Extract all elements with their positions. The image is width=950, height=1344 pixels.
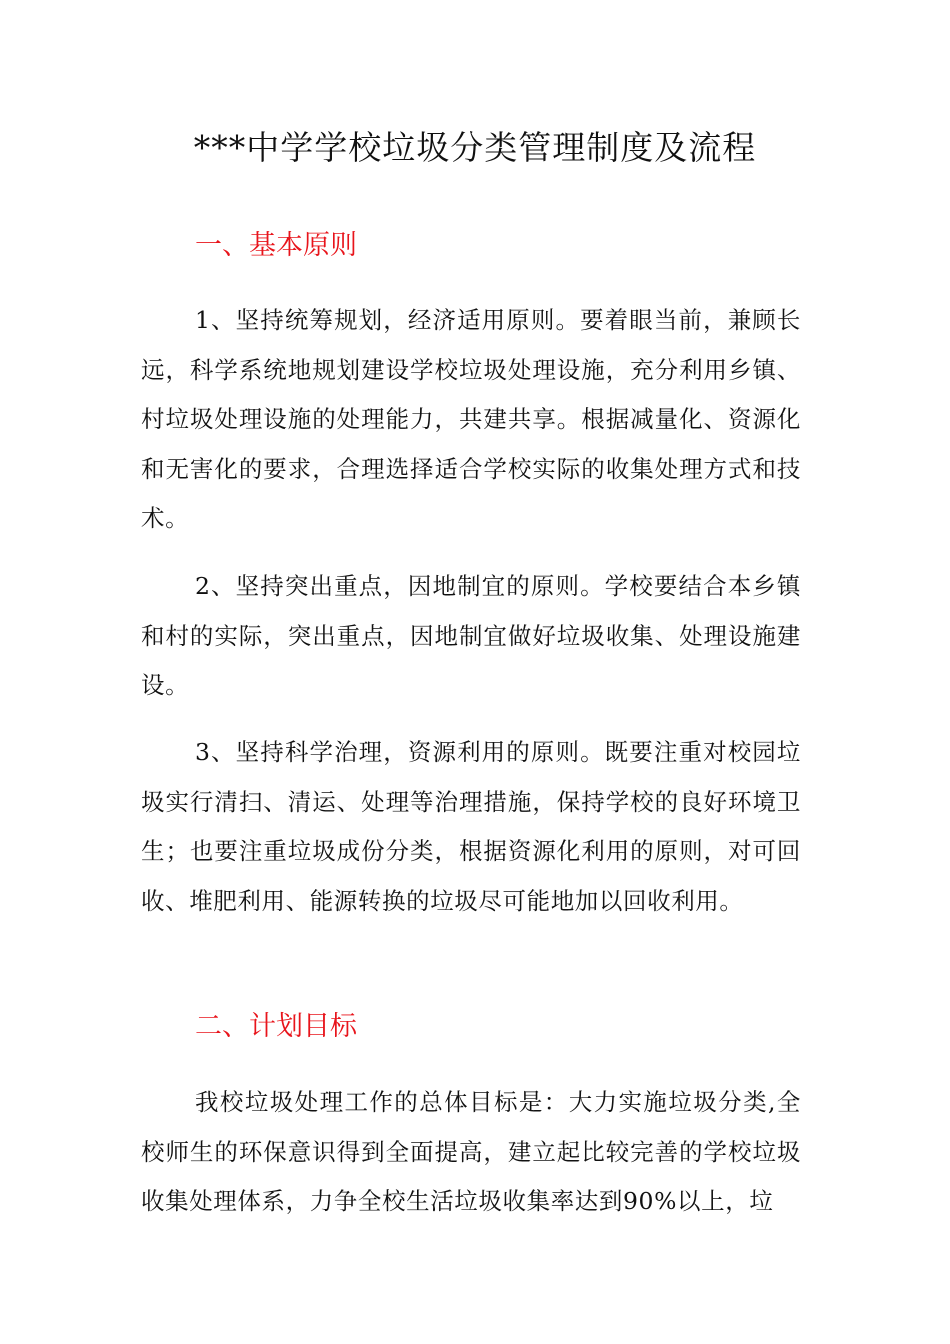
section-heading-goals: 二、计划目标 (195, 1011, 357, 1042)
paragraph-principle-3: 3、坚持科学治理，资源利用的原则。既要注重对校园垃圾实行清扫、清运、处理等治理措施，保持学校的良好环境卫生；也要注重垃圾成份分类，根据资源化利用的原则，对可回收、堆肥利用、能源转换的垃圾尽可能地加以回收利用。 (141, 738, 801, 915)
document-title: ***中学学校垃圾分类管理制度及流程 (193, 128, 757, 167)
section-heading-principles: 一、基本原则 (195, 230, 357, 261)
paragraph-principle-2: 2、坚持突出重点，因地制宜的原则。学校要结合本乡镇和村的实际，突出重点，因地制宜做好垃圾收集、处理设施建设。 (141, 572, 801, 699)
paragraph-principle-1: 1、坚持统筹规划，经济适用原则。要着眼当前，兼顾长远，科学系统地规划建设学校垃圾处理设施，充分利用乡镇、村垃圾处理设施的处理能力，共建共享。根据减量化、资源化和无害化的要求，合理选择适合学校实际的收集处理方式和技术。 (141, 306, 801, 532)
paragraph-goal: 我校垃圾处理工作的总体目标是：大力实施垃圾分类,全校师生的环保意识得到全面提高，建立起比较完善的学校垃圾收集处理体系，力争全校生活垃圾收集率达到90%以上，垃 (141, 1088, 801, 1215)
